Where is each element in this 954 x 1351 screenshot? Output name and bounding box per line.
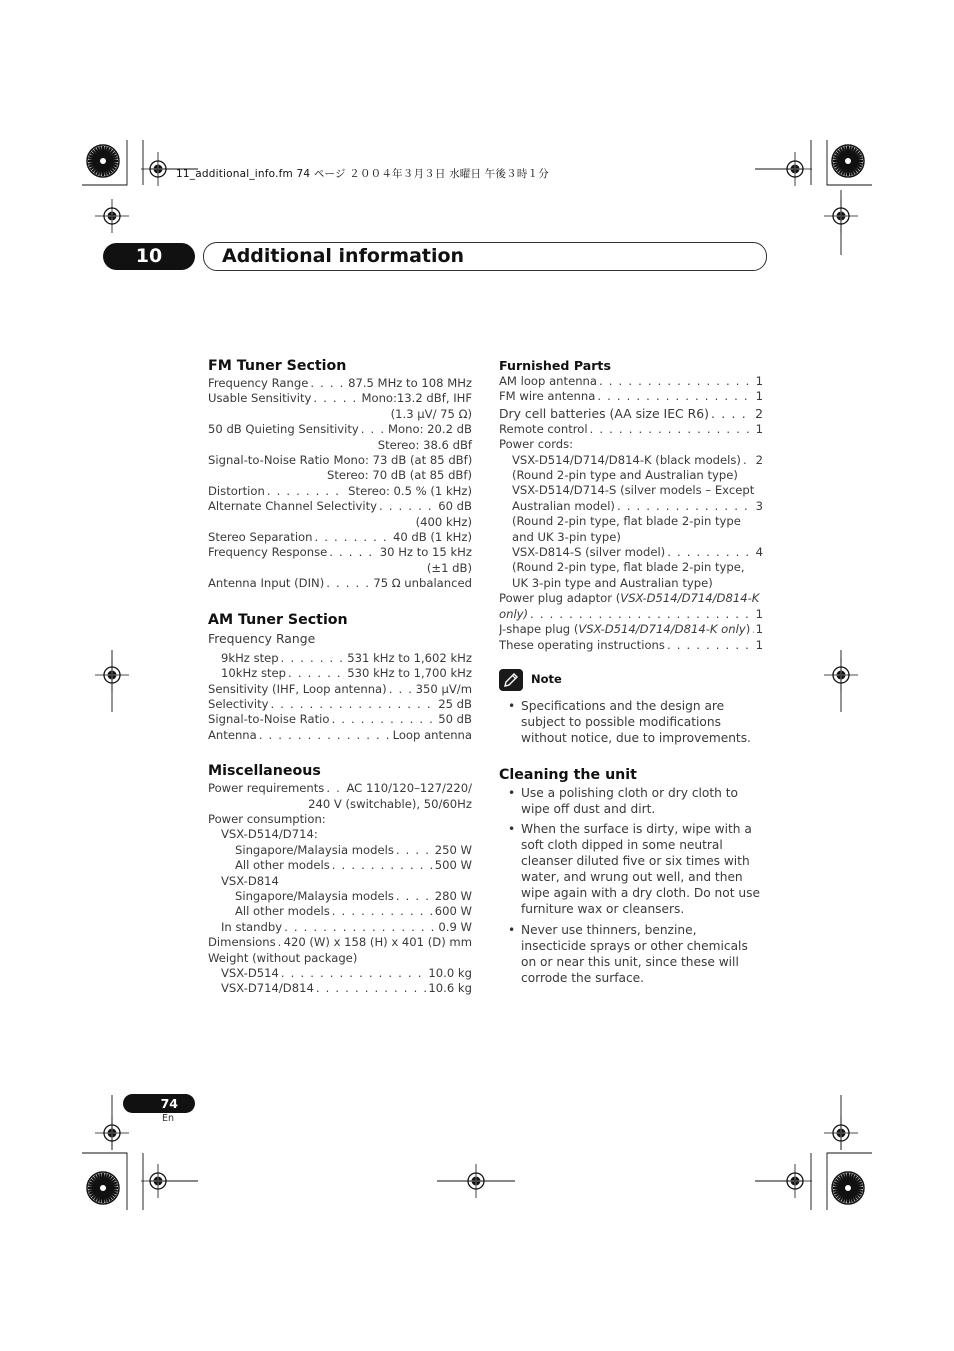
fm-tuner-section xyxy=(208,357,472,592)
spec-label: Power consumption: xyxy=(208,811,326,826)
spec-cont: 240 V (switchable), 50/60Hz xyxy=(308,796,472,811)
spec-row: Power requirements . . . AC 110/120–127/220/ xyxy=(208,781,472,796)
note-header xyxy=(499,669,763,691)
list-item: • Use a polishing cloth or dry cloth to wipe off dust and dirt. xyxy=(499,785,763,817)
spec-label: VSX-D514/D714-S (silver models – Except xyxy=(512,483,755,498)
spec-row: Singapore/Malaysia models . . . 280 W xyxy=(208,889,472,904)
spec-row: FM wire antenna . . . 1 xyxy=(499,389,763,404)
spec-label: VSX-D514/D714: xyxy=(221,827,318,842)
fm-heading: FM Tuner Section xyxy=(208,358,347,374)
spec-row: VSX-D814-S (silver model) . . . 4 xyxy=(499,545,763,560)
spec-row: 9kHz step . . . 531 kHz to 1,602 kHz xyxy=(208,651,472,666)
spec-note: UK 3-pin type and Australian type) xyxy=(512,575,713,590)
pencil-note-icon xyxy=(499,669,523,691)
chapter-title: Additional information xyxy=(222,245,465,267)
spec-row: Alternate Channel Selectivity . . . 60 dB xyxy=(208,499,472,514)
left-column xyxy=(208,357,472,997)
spec-cont: (1.3 µV/ 75 Ω) xyxy=(390,406,472,421)
misc-heading: Miscellaneous xyxy=(208,763,321,780)
list-item: • When the surface is dirty, wipe with a soft cloth dipped in some neutral cleanser diluted five or six times with water, and wrung out well, and then wipe again with a dry cloth. Do not use furniture wax or cleansers. xyxy=(499,821,763,917)
file-header: 11_additional_info.fm 74 ページ ２００４年３月３日 水曜日 午後３時１分 xyxy=(176,168,549,180)
am-tuner-section xyxy=(208,611,472,743)
spec-cont: Stereo: 70 dB (at 85 dBf) xyxy=(326,468,472,483)
spec-row: 50 dB Quieting Sensitivity . . . Mono: 20.2 dB xyxy=(208,422,472,437)
spec-row: Sensitivity (IHF, Loop antenna) . . . 350 µV/m xyxy=(208,682,472,697)
spec-label: Weight (without package) xyxy=(208,950,358,965)
spec-note: (Round 2-pin type, flat blade 2-pin type, xyxy=(512,560,745,575)
spec-row: Dimensions . . . 420 (W) x 158 (H) x 401 (D) mm xyxy=(208,935,472,950)
language-code: En xyxy=(162,1113,175,1124)
spec-row: These operating instructions . . . 1 xyxy=(499,638,763,653)
spec-row: Remote control . . . 1 xyxy=(499,422,763,437)
am-heading: AM Tuner Section xyxy=(208,611,348,628)
spec-row: Singapore/Malaysia models . . . 250 W xyxy=(208,843,472,858)
spec-row: Stereo Separation . . . 40 dB (1 kHz) xyxy=(208,530,472,545)
spec-cont: (±1 dB) xyxy=(426,560,472,575)
parts-heading: Furnished Parts xyxy=(499,358,611,373)
spec-cont: Stereo: 38.6 dBf xyxy=(377,437,472,452)
page-number: 74 xyxy=(123,1094,195,1113)
spec-label: Power cords: xyxy=(499,437,574,452)
note-list xyxy=(499,698,763,746)
spec-row: All other models . . . 500 W xyxy=(208,858,472,873)
chapter-number: 10 xyxy=(103,243,195,270)
spec-row: only) . . . 1 xyxy=(499,607,763,622)
spec-row: Usable Sensitivity . . . Mono:13.2 dBf, IHF xyxy=(208,391,472,406)
spec-row: Signal-to-Noise Ratio . . . 50 dB xyxy=(208,712,472,727)
spec-note: (Round 2-pin type, flat blade 2-pin type xyxy=(512,514,741,529)
miscellaneous-section xyxy=(208,762,472,997)
spec-label: Power plug adaptor (VSX-D514/D714/D814-K xyxy=(499,591,760,606)
spec-row: Distortion . . . Stereo: 0.5 % (1 kHz) xyxy=(208,484,472,499)
cleaning-section xyxy=(499,766,763,986)
spec-label: Frequency Range xyxy=(208,630,316,646)
spec-row: Dry cell batteries (AA size IEC R6) . . . 2 xyxy=(499,405,763,422)
cleaning-list xyxy=(499,785,763,986)
spec-row: VSX-D514 . . . 10.0 kg xyxy=(208,966,472,981)
spec-row: Selectivity . . . 25 dB xyxy=(208,697,472,712)
spec-row: Signal-to-Noise Ratio Mono: 73 dB (at 85 dBf) xyxy=(208,453,472,468)
spec-row: Australian model) . . . 3 xyxy=(499,499,763,514)
spec-row: AM loop antenna . . . 1 xyxy=(499,374,763,389)
list-item: • Never use thinners, benzine, insecticide sprays or other chemicals on or near this unit, since these will corrode the surface. xyxy=(499,922,763,986)
spec-cont: (400 kHz) xyxy=(415,514,472,529)
spec-row: Frequency Response . . . 30 Hz to 15 kHz xyxy=(208,545,472,560)
spec-row: In standby . . . 0.9 W xyxy=(208,920,472,935)
cleaning-heading: Cleaning the unit xyxy=(499,766,637,783)
note-title: Note xyxy=(531,672,562,687)
furnished-parts-section xyxy=(499,357,763,653)
right-column xyxy=(499,357,763,990)
spec-row: All other models . . . 600 W xyxy=(208,904,472,919)
spec-row: VSX-D714/D814 . . . 10.6 kg xyxy=(208,981,472,996)
spec-note: (Round 2-pin type and Australian type) xyxy=(512,468,738,483)
list-item: • Specifications and the design are subject to possible modifications without notice, due to improvements. xyxy=(499,698,763,746)
spec-row: Antenna Input (DIN) . . . 75 Ω unbalanced xyxy=(208,576,472,591)
spec-row: Frequency Range . . . 87.5 MHz to 108 MHz xyxy=(208,376,472,391)
spec-row: VSX-D514/D714/D814-K (black models) . . . 2 xyxy=(499,453,763,468)
spec-label: VSX-D814 xyxy=(221,873,279,888)
spec-note: and UK 3-pin type) xyxy=(512,529,621,544)
spec-row: J-shape plug (VSX-D514/D714/D814-K only) . . . 1 xyxy=(499,622,763,637)
spec-row: Antenna . . . Loop antenna xyxy=(208,728,472,743)
spec-row: 10kHz step . . . 530 kHz to 1,700 kHz xyxy=(208,666,472,681)
